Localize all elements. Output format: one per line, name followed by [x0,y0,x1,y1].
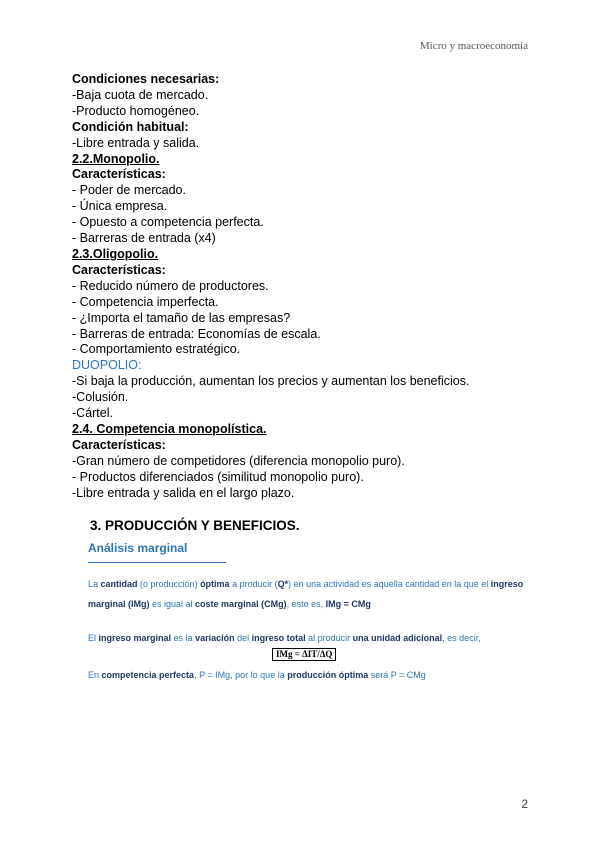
paragraph-optimal-quantity: La cantidad (o producción) óptima a producir (Q*) en una actividad es aquella cantidad en la que el ingreso marginal (IMg) es igual al coste marginal (CMg), esto es, IMg = CMg [88,579,524,609]
paragraph-perfect-competition: En competencia perfecta, P = IMg, por lo que la producción óptima será P = CMg [88,670,426,680]
text-line: DUOPOLIO: [72,358,142,373]
text-line: - Comportamiento estratégico. [72,342,241,357]
text-line: - Reducido número de productores. [72,278,269,293]
section-heading: 2.2.Monopolio. [72,151,160,166]
subheading: Características: [72,437,166,452]
text-line: -Gran número de competidores (diferencia monopolio puro). [72,453,405,468]
subheading: Condición habitual: [72,119,189,134]
page-number: 2 [521,797,528,811]
text-line: -Baja cuota de mercado. [72,87,209,102]
text-line: - Barreras de entrada: Economías de escala. [72,326,321,341]
text-line: -Cártel. [72,406,113,421]
text-line: -Si baja la producción, aumentan los precios y aumentan los beneficios. [72,374,470,389]
section-heading: 2.3.Oligopolio. [72,246,159,261]
section-heading: 2.4. Competencia monopolística. [72,421,267,436]
text-line: - ¿Importa el tamaño de las empresas? [72,310,291,325]
text-line: - Barreras de entrada (x4) [72,231,216,246]
section-subtitle: Análisis marginal [88,541,188,555]
text-line: - Única empresa. [72,199,168,214]
body-text [72,72,542,501]
text-line: - Opuesto a competencia perfecta. [72,215,264,230]
text-line: -Libre entrada y salida. [72,135,200,150]
section-heading: 3. PRODUCCIÓN Y BENEFICIOS. [90,518,300,533]
subheading: Condiciones necesarias: [72,72,220,86]
page-header: Micro y macroeconomía [419,40,528,52]
subtitle-underline [88,562,226,563]
subheading: Características: [72,167,166,182]
text-line: -Colusión. [72,390,129,405]
text-line: - Productos diferenciados (similitud monopolio puro). [72,469,364,484]
text-line: -Producto homogéneo. [72,103,200,118]
text-line: -Libre entrada y salida en el largo plazo. [72,485,295,500]
paragraph-marginal-revenue: El ingreso marginal es la variación del ingreso total al producir una unidad adicional, es decir, [88,633,481,643]
subheading: Características: [72,262,166,277]
text-line: - Competencia imperfecta. [72,294,219,309]
text-line: - Poder de mercado. [72,183,186,198]
formula-box: IMg = ΔIT/ΔQ [272,648,336,661]
